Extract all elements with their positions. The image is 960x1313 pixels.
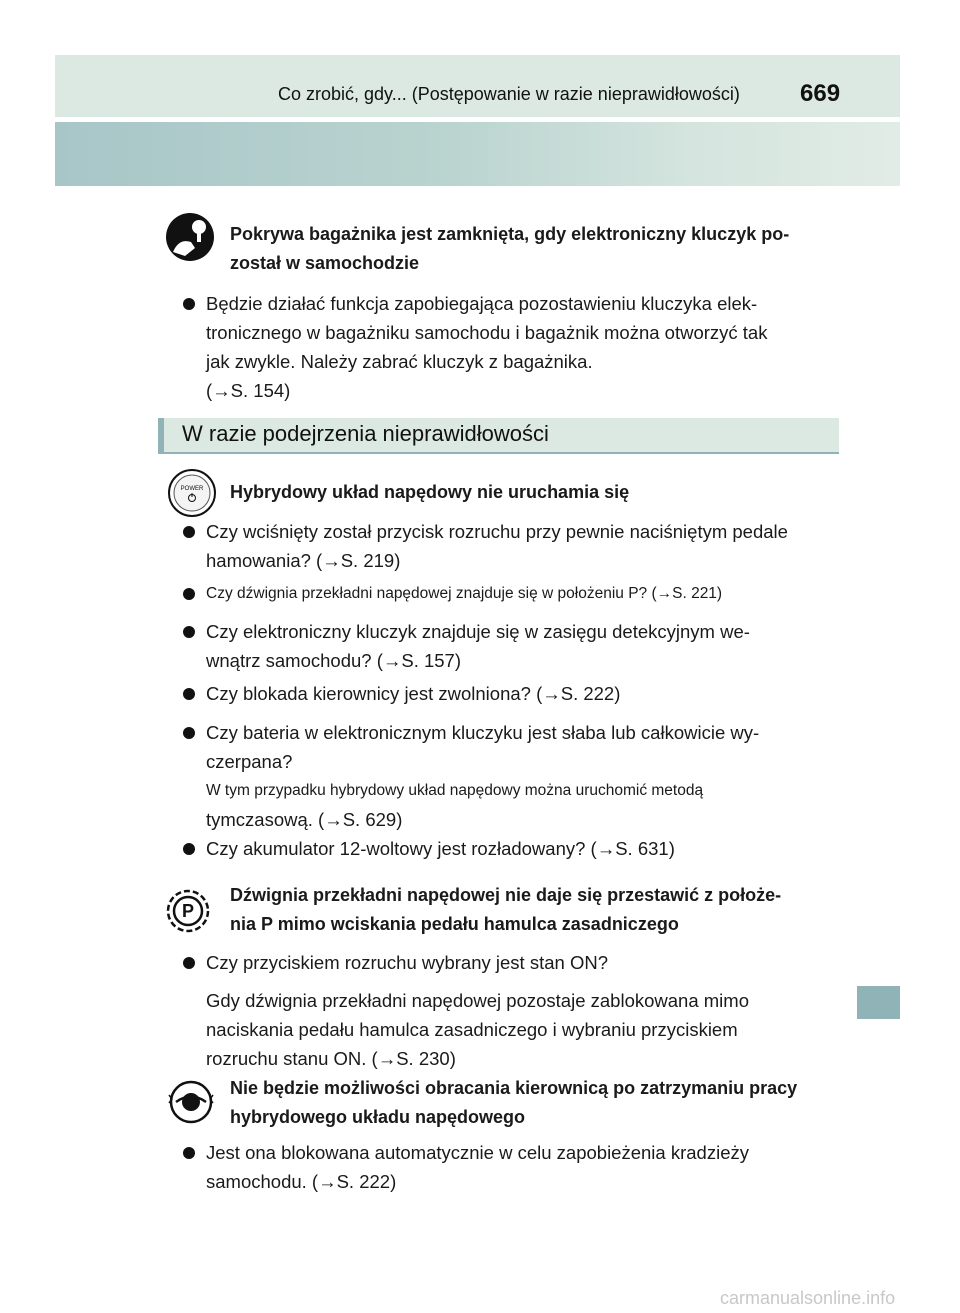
trunk-heading-line2: został w samochodzie xyxy=(230,253,420,273)
steering-bullet xyxy=(183,1138,833,1196)
watermark: carmanualsonline.info xyxy=(720,1288,896,1308)
trunk-bullet-line1: Będzie działać funkcja zapobiegająca pozostawieniu kluczyka elek- xyxy=(206,293,758,314)
bullet-dot xyxy=(183,1147,195,1159)
shift-p-letter: P xyxy=(181,901,195,921)
steering-bullet-line2: samochodu. (→S. 222) xyxy=(206,1171,397,1192)
bullet-dot xyxy=(183,843,195,855)
bullet-dot xyxy=(183,957,195,969)
power-label: POWER xyxy=(180,486,204,492)
steering-lock-icon xyxy=(166,1077,216,1127)
bullet-dot xyxy=(183,688,195,700)
gear-paragraph xyxy=(206,986,833,1073)
trunk-bullet-line3: jak zwykle. Należy zabrać kluczyk z bagażnika. xyxy=(206,351,593,372)
gear-para-line2: naciskania pedału hamulca zasadniczego i wybraniu przyciskiem xyxy=(206,1019,738,1040)
bullet-dot xyxy=(183,526,195,538)
steering-heading-line2: hybrydowego układu napędowego xyxy=(230,1107,526,1127)
bullet-dot xyxy=(183,626,195,638)
hybrid-heading: Hybrydowy układ napędowy nie uruchamia się xyxy=(230,482,630,502)
steering-heading xyxy=(230,1074,830,1132)
hybrid-b6-text: Czy akumulator 12-woltowy jest rozładowany? (→S. 631) xyxy=(206,838,675,859)
hybrid-bullet-2 xyxy=(183,579,833,608)
hybrid-b1-line1: Czy wciśnięty został przycisk rozruchu przy pewnie naciśniętym pedale xyxy=(206,521,788,542)
steering-heading-line1: Nie będzie możliwości obracania kierownicą po zatrzymaniu pracy xyxy=(230,1078,798,1098)
hybrid-b3-line2: wnątrz samochodu? (→S. 157) xyxy=(206,650,462,671)
gear-bullet-text: Czy przyciskiem rozruchu wybrany jest stan ON? xyxy=(206,952,608,973)
section-header xyxy=(158,418,839,454)
steering-bullet-line1: Jest ona blokowana automatycznie w celu zapobieżenia kradzieży xyxy=(206,1142,749,1163)
bullet-dot xyxy=(183,727,195,739)
trunk-heading xyxy=(230,220,830,278)
hybrid-bullet-3 xyxy=(183,617,833,675)
hybrid-b5-line2: czerpana? xyxy=(206,751,293,772)
shift-lock-p-icon xyxy=(163,886,213,936)
hybrid-b2-text: Czy dźwignia przekładni napędowej znajduje się w położeniu P? (→S. 221) xyxy=(206,585,723,602)
hybrid-bullet-5 xyxy=(183,718,833,834)
page-number: 669 xyxy=(800,80,841,107)
hybrid-bullet-1 xyxy=(183,517,833,575)
trunk-bullet-ref: (→S. 154) xyxy=(206,380,291,401)
hybrid-bullet-4 xyxy=(183,679,833,708)
gear-para-line1: Gdy dźwignia przekładni napędowej pozostaje zablokowana mimo xyxy=(206,990,749,1011)
hybrid-bullet-6 xyxy=(183,834,833,863)
gear-para-line3: rozruchu stanu ON. (→S. 230) xyxy=(206,1048,456,1069)
hybrid-b3-line1: Czy elektroniczny kluczyk znajduje się w zasięgu detekcyjnym we- xyxy=(206,621,750,642)
key-in-trunk-icon xyxy=(165,212,215,262)
section-title: W razie podejrzenia nieprawidłowości xyxy=(182,421,549,446)
hybrid-b5-note2: tymczasową. (→S. 629) xyxy=(206,809,403,830)
chapter-side-tab xyxy=(857,986,900,1019)
header-title: Co zrobić, gdy... (Postępowanie w razie nieprawidłowości) xyxy=(278,84,740,104)
hybrid-b4-text: Czy blokada kierownicy jest zwolniona? (→S. 222) xyxy=(206,683,621,704)
trunk-heading-line1: Pokrywa bagażnika jest zamknięta, gdy elektroniczny kluczyk po- xyxy=(230,224,790,244)
gear-bullet xyxy=(183,948,833,977)
trunk-bullet-line2: tronicznego w bagażniku samochodu i bagażnik można otworzyć tak xyxy=(206,322,768,343)
power-button-icon xyxy=(167,468,217,518)
chapter-banner xyxy=(55,122,900,186)
hybrid-b5-note1: W tym przypadku hybrydowy układ napędowy można uruchomić metodą xyxy=(206,782,704,799)
bullet-dot xyxy=(183,588,195,600)
gear-heading-line1: Dźwignia przekładni napędowej nie daje się przestawić z położe- xyxy=(230,885,782,905)
gear-heading xyxy=(230,881,830,939)
gear-heading-line2: nia P mimo wciskania pedału hamulca zasadniczego xyxy=(230,914,679,934)
trunk-bullet xyxy=(183,289,833,405)
hybrid-b1-line2: hamowania? (→S. 219) xyxy=(206,550,401,571)
hybrid-b5-line1: Czy bateria w elektronicznym kluczyku jest słaba lub całkowicie wy- xyxy=(206,722,760,743)
bullet-dot xyxy=(183,298,195,310)
